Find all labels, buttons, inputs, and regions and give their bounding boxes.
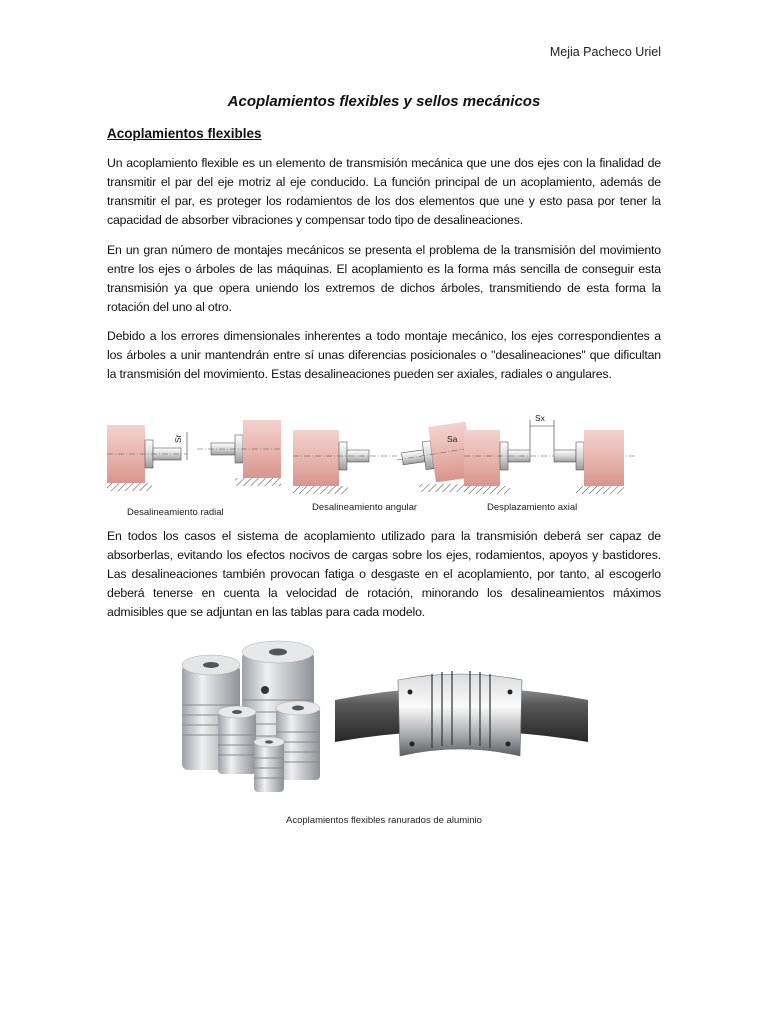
paragraph-errores: Debido a los errores dimensionales inherentes a todo montaje mecánico, los ejes correspondientes a los árboles a unir mantendrán entre sí unas diferencias posicionales o "desalineaciones" que dificultan la transmisión del movimiento. Estas desalineaciones pueden ser axiales, radiales o angulares. (107, 329, 661, 381)
label-angular: Desalineamiento angular (312, 502, 418, 513)
paragraph-definition: Un acoplamiento flexible es un elemento de transmisión mecánica que une dos ejes con la finalidad de transmitir el par del eje motriz al eje conducido. La función principal de un acoplamiento, además de transmitir el par, es proteger los rodamientos de los dos elementos que une y esto pasa por tener la capacidad de absorber vibraciones y compensar todo tipo de desalineaciones. (107, 156, 661, 227)
axial-misalignment-panel (464, 413, 637, 513)
aluminium-couplings-group (182, 641, 320, 792)
svg-text:Sx: Sx (535, 413, 545, 423)
section-heading: Acoplamientos flexibles (107, 126, 262, 141)
document-title: Acoplamientos flexibles y sellos mecánicos (227, 93, 541, 110)
svg-text:Sa: Sa (447, 434, 458, 444)
misalignment-diagram (107, 410, 642, 520)
paragraph-absorcion: En todos los casos el sistema de acoplamiento utilizado para la transmisión deberá ser capaz de absorberlas, evitando los efectos nocivos de cargas sobre los ejes, rodamientos, apoyos y bastidores. Las desalineaciones también provocan fatiga o desgaste en el acoplamiento, por tanto, al escogerlo deberá tenerse en cuenta la velocidad de rotación, minorando los desalineamientos máximos admisibles que se adjuntan en las tablas para cada modelo. (107, 529, 661, 619)
svg-text:Sr: Sr (173, 434, 183, 443)
angular-misalignment-panel (293, 422, 474, 513)
paragraph-montajes: En un gran número de montajes mecánicos se presenta el problema de la transmisión del movimiento entre los ejes o árboles de las máquinas. El acoplamiento es la forma más sencilla de conseguir esta transmisión ya que opera uniendo los extremos de dichos árboles, transmitiendo de esta forma la rotación del uno al otro. (107, 243, 661, 314)
label-axial: Desplazamiento axial (487, 502, 578, 513)
radial-misalignment-panel (107, 420, 281, 518)
author-name: Mejia Pacheco Uriel (549, 45, 661, 59)
pipe-coupling-image (335, 671, 588, 756)
label-radial: Desalineamiento radial (127, 507, 224, 518)
photo-caption: Acoplamientos flexibles ranurados de aluminio (286, 815, 482, 826)
couplings-photo (170, 630, 595, 800)
